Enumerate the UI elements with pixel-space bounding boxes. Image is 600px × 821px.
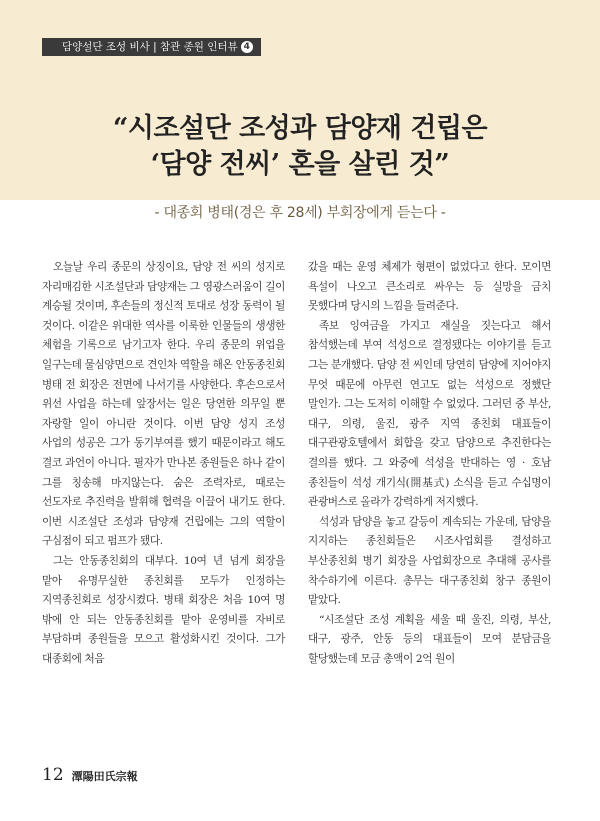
page-number: 12 — [42, 765, 64, 785]
publication-name: 潭陽田氏宗報 — [71, 770, 138, 783]
paragraph: 족보 잉여금을 가지고 재실을 짓는다고 해서 참석했는데 부여 석성으로 결정됐다는 이야기를 듣고 그는 분개했다. 담양 전 씨인데 당연히 담양에 지어야지 무엇 때문에 아무런 연고도 없는 석성으로 정했단 말인가. 그는 도저히 이해할 수 없었다. 그러던 중 부산, 대구, 의령, 울진, 광주 지역 종친회 대표들이 대구관광호텔에서 회합을 갖고 담양으로 추진한다는 결의를 했다. 그 와중에 석성을 반대하는 영 · 호남 종친들이 석성 개기식(開基式) 소식을 듣고 수십명이 관광버스로 올라가 강력하게 저지했다. — [308, 319, 551, 509]
section-number-badge: 4 — [241, 41, 253, 53]
left-column — [42, 258, 285, 669]
page-footer — [42, 765, 138, 785]
article-subtitle: - 대종회 병태(경은 후 28세) 부회장에게 듣는다 - — [154, 205, 446, 221]
paragraph: “시조설단 조성 계획을 세울 때 울진, 의령, 부산, 대구, 광주, 안동 등의 대표들이 모여 분담금을 할당했는데 모금 총액이 2억 원이 — [308, 613, 551, 665]
paragraph: 석성과 담양을 놓고 갈등이 계속되는 가운데, 담양을 지지하는 종친회들은 시조사업회를 결성하고 부산종친회 병기 회장을 사업회장으로 추대해 공사를 착수하기에 이른다. 총무는 대구종친회 창구 종원이 맡았다. — [308, 515, 551, 607]
paragraph: 그는 안동종친회의 대부다. 10여 년 넘게 회장을 맡아 유명무실한 종친회를 모두가 인정하는 지역종친회로 성장시켰다. 병태 회장은 처음 10여 명 밖에 안 되는 안동종친회를 맡아 운영비를 자비로 부담하며 종원들을 모으고 활성화시킨 것이다. 그가 대종회에 처음 — [42, 554, 285, 665]
section-label-bar — [42, 38, 261, 56]
section-label: 담양설단 조성 비사 | 참관 종원 인터뷰 — [62, 41, 238, 53]
paragraph-continued: 갔을 때는 운영 체제가 형편이 없었다고 한다. 모이면 욕설이 나오고 큰소리로 싸우는 등 실망을 금치 못했다며 당시의 느낌을 들려준다. — [308, 261, 551, 313]
paragraph: 오늘날 우리 종문의 상징이요, 담양 전 씨의 성지로 자리매김한 시조설단과 담양재는 그 영광스러움이 길이 계승될 것이며, 후손들의 정신적 토대로 성장 동력이 될 것이다. 이같은 위대한 역사를 이룩한 인물들의 생생한 체험을 기록으로 남기고자 한다. 우리 종문의 위업을 일구는데 물심양면으로 견인차 역할을 해온 안동종친회 병태 전 회장은 전면에 나서기를 사양한다. 후손으로서 위선 사업을 하는데 앞장서는 일은 당연한 의무일 뿐 자랑할 일이 아니란 것이다. 이번 담양 성지 조성 사업의 성공은 그가 동기부여를 했기 때문이라고 해도 결코 과언이 아니다. 필자가 만나본 종원들은 하나 같이 그를 칭송해 마지않는다. 숨은 조력자로, 때로는 선도자로 추진력을 발휘해 협력을 이끌어 내기도 한다. 이번 시조설단 조성과 담양재 건립에는 그의 역할이 구심점이 되고 펌프가 됐다. — [42, 261, 285, 548]
article-title-line-2: ‘담양 전씨’ 혼을 살린 것” — [150, 149, 450, 180]
right-column — [308, 258, 551, 669]
article-title-line-1: “시조설단 조성과 담양재 건립은 — [112, 113, 488, 144]
